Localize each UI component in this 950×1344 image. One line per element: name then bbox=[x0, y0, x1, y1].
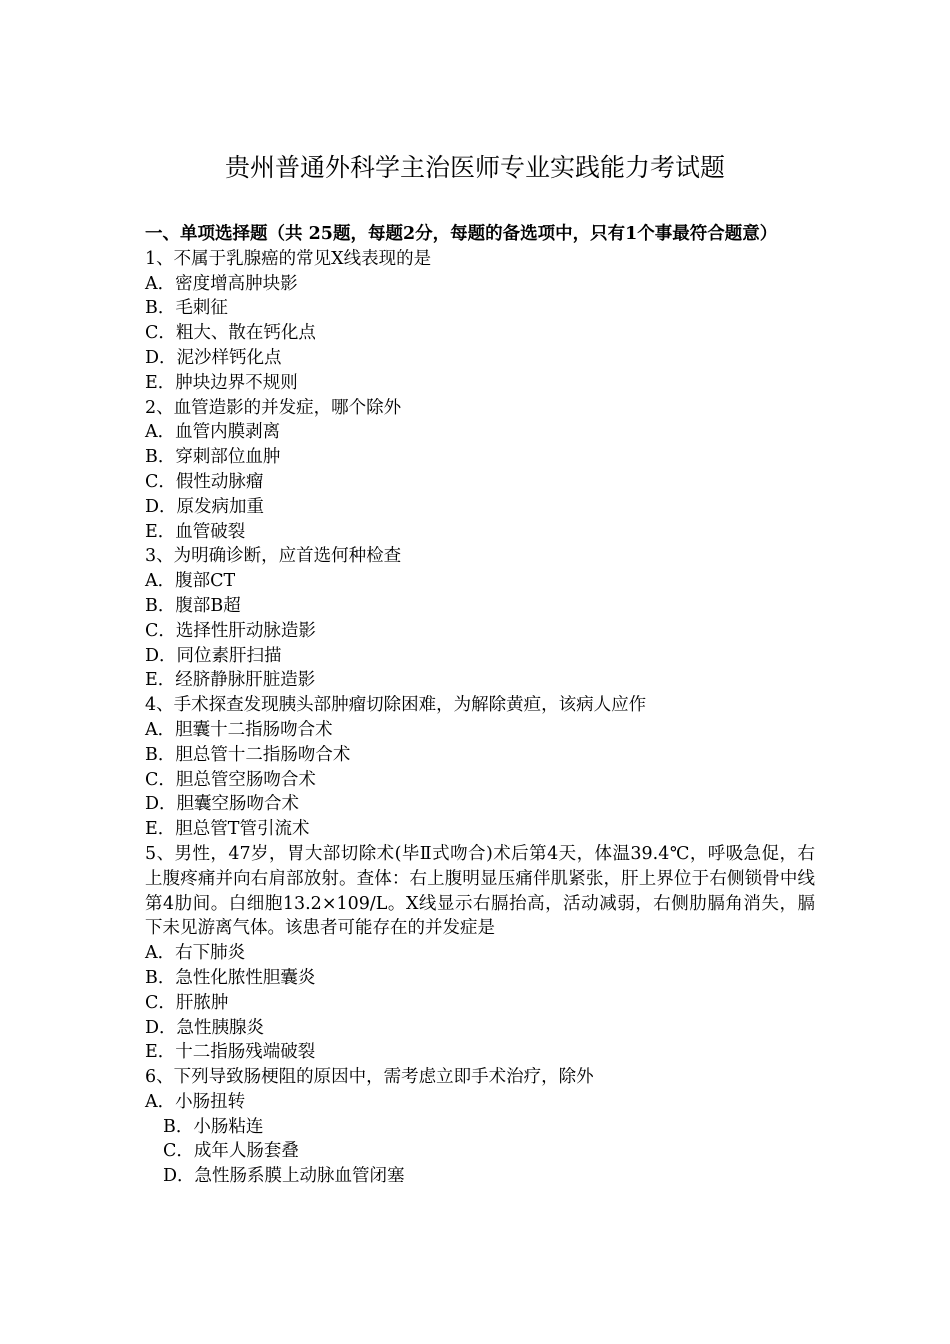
option-a: A．血管内膜剥离 bbox=[145, 422, 281, 443]
option-c: C．胆总管空肠吻合术 bbox=[145, 769, 316, 790]
option-e: E．胆总管T管引流术 bbox=[145, 819, 310, 840]
question-3 bbox=[145, 544, 815, 693]
option-e: E．经脐静脉肝脏造影 bbox=[145, 670, 316, 691]
section-heading: 一、单项选择题（共 25题，每题2分，每题的备选项中，只有1个事最符合题意） bbox=[145, 224, 778, 244]
option-b: B．小肠粘连 bbox=[163, 1116, 264, 1137]
page-title: 贵州普通外科学主治医师专业实践能力考试题 bbox=[224, 153, 725, 182]
option-a: A．右下肺炎 bbox=[145, 943, 246, 964]
option-a: A．腹部CT bbox=[145, 571, 236, 592]
option-e: E．十二指肠残端破裂 bbox=[145, 1042, 316, 1063]
option-c: C．粗大、散在钙化点 bbox=[145, 323, 316, 344]
option-d: D．胆囊空肠吻合术 bbox=[145, 794, 300, 815]
option-d: D．急性肠系膜上动脉血管闭塞 bbox=[163, 1166, 405, 1187]
option-e: E．肿块边界不规则 bbox=[145, 372, 298, 393]
question-6 bbox=[145, 1065, 815, 1189]
question-1 bbox=[145, 247, 815, 396]
question-stem: 2、血管造影的并发症，哪个除外 bbox=[145, 397, 402, 418]
option-c: C．成年人肠套叠 bbox=[163, 1141, 299, 1162]
option-b: B．急性化脓性胆囊炎 bbox=[145, 967, 316, 988]
question-stem: 4、手术探查发现胰头部肿瘤切除困难，为解除黄疸，该病人应作 bbox=[145, 695, 647, 716]
question-5 bbox=[145, 842, 815, 1065]
option-d: D．泥沙样钙化点 bbox=[145, 347, 282, 368]
question-4 bbox=[145, 693, 815, 842]
option-b: B．毛刺征 bbox=[145, 298, 228, 319]
option-a: A．密度增高肿块影 bbox=[145, 273, 298, 294]
option-b: B．胆总管十二指肠吻合术 bbox=[145, 744, 351, 765]
document-body bbox=[145, 222, 815, 1189]
option-a: A．胆囊十二指肠吻合术 bbox=[145, 719, 333, 740]
option-c: C．假性动脉瘤 bbox=[145, 471, 264, 492]
question-stem: 1、不属于乳腺癌的常见X线表现的是 bbox=[145, 248, 432, 269]
option-a: A．小肠扭转 bbox=[145, 1091, 246, 1112]
option-b: B．穿刺部位血肿 bbox=[145, 447, 281, 468]
option-e: E．血管破裂 bbox=[145, 521, 246, 542]
question-stem: 6、下列导致肠梗阻的原因中，需考虑立即手术治疗，除外 bbox=[145, 1067, 594, 1088]
option-b: B．腹部B超 bbox=[145, 595, 241, 616]
option-d: D．原发病加重 bbox=[145, 496, 265, 517]
option-d: D．急性胰腺炎 bbox=[145, 1017, 265, 1038]
option-c: C．肝脓肿 bbox=[145, 992, 229, 1013]
option-c: C．选择性肝动脉造影 bbox=[145, 620, 316, 641]
question-2 bbox=[145, 396, 815, 545]
option-d: D．同位素肝扫描 bbox=[145, 645, 282, 666]
question-stem: 3、为明确诊断，应首选何种检查 bbox=[145, 546, 402, 567]
question-stem: 5、男性，47岁，胃大部切除术(毕Ⅱ式吻合)术后第4天，体温39.4℃，呼吸急促，右上腹疼痛并向右肩部放射。查体：右上腹明显压痛伴肌紧张，肝上界位于右侧锁骨中线第4肋间。白细胞13.2×109/L。X线显示右膈抬高，活动减弱，右侧肋膈角消失，膈下未见游离气体。该患者可能存在的并发症是 bbox=[145, 843, 815, 939]
